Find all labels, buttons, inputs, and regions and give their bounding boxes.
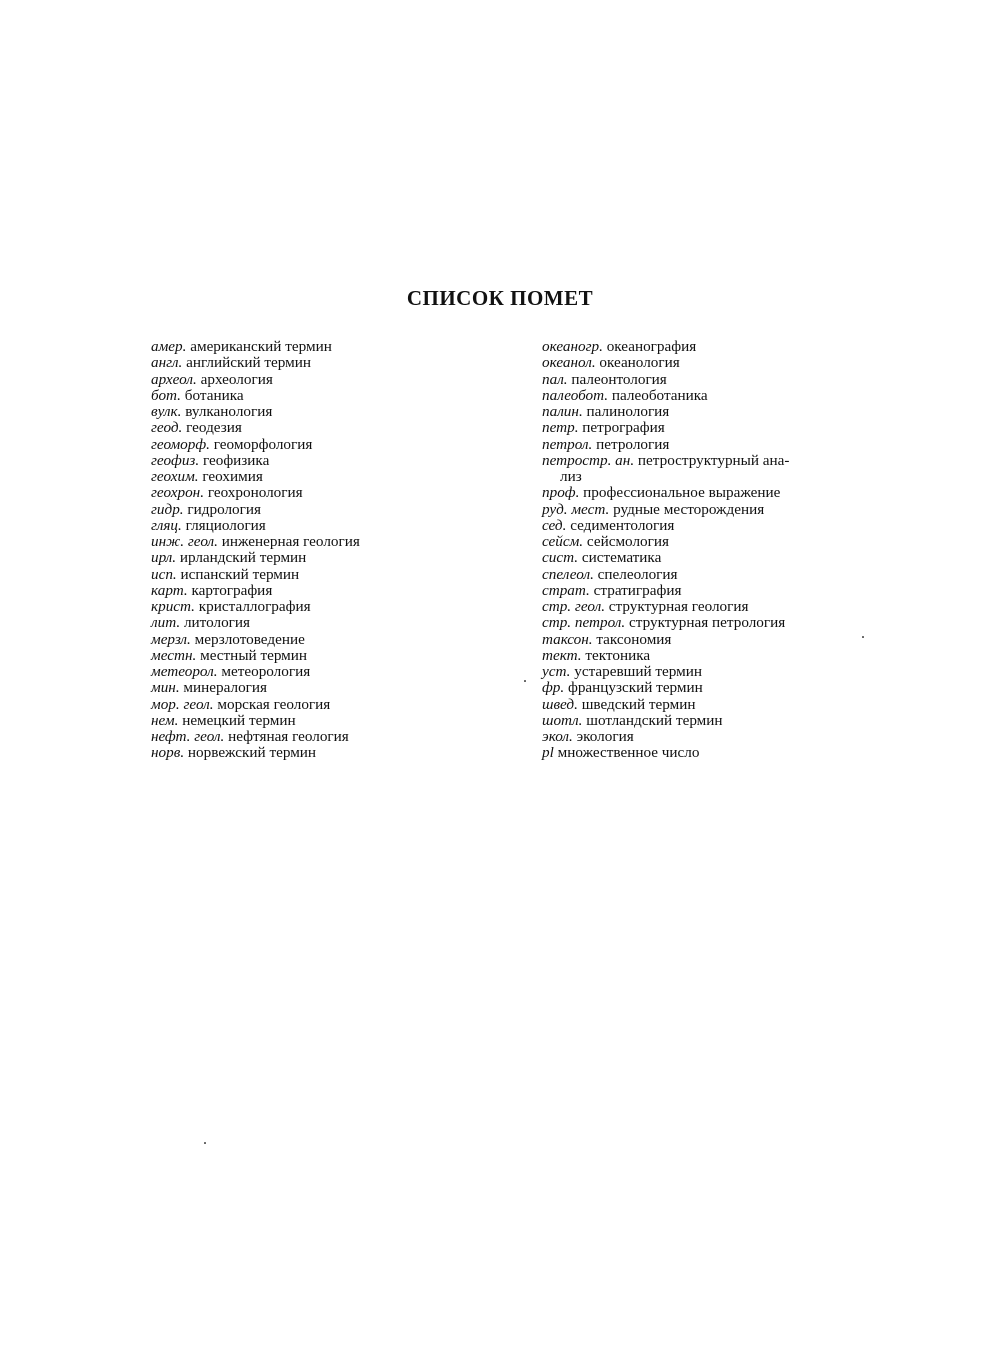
abbreviation-definition: спелеология [597,565,678,583]
abbreviation-definition: палеоботаника [611,386,708,404]
abbreviation-term: спелеол. [542,565,594,583]
abbreviation-definition: стратиграфия [593,581,682,599]
abbreviation-definition: английский термин [186,354,312,372]
abbreviation-entry [151,697,360,713]
abbreviation-definition: петрография [582,419,665,437]
abbreviation-definition: французский термин [567,679,703,697]
abbreviation-term: геофиз. [151,451,200,469]
abbreviation-definition: немецкий термин [182,711,296,729]
abbreviation-term: палеобот. [542,386,609,404]
abbreviation-entry [542,485,789,501]
abbreviation-entry [542,697,789,713]
abbreviation-entry [542,680,789,696]
abbreviation-entry [542,745,789,761]
abbreviation-entry [542,339,789,355]
abbreviation-term: мерзл. [151,630,191,648]
abbreviation-term: петрол. [542,435,593,453]
abbreviation-term: исп. [151,565,177,583]
page-title: СПИСОК ПОМЕТ [406,286,594,310]
scan-speck [862,636,864,638]
abbreviation-definition: сейсмология [586,533,669,550]
abbreviation-definition: минералогия [183,679,268,697]
abbreviation-definition: испанский термин [180,565,300,583]
abbreviation-entry [542,453,789,486]
abbreviation-definition: морская геология [217,695,331,713]
abbreviation-entry [542,599,789,615]
abbreviation-definition: геоморфология [213,435,313,453]
abbreviation-definition: океанография [606,338,697,355]
abbreviation-definition: тектоника [585,646,651,664]
abbreviation-definition: мерзлотоведение [194,630,305,648]
abbreviation-entry [542,420,789,436]
abbreviation-definition: ботаника [184,386,244,404]
abbreviation-term: карт. [151,581,188,599]
abbreviation-term: петр. [542,419,579,437]
abbreviation-entry [542,632,789,648]
abbreviation-entry [151,339,360,355]
abbreviation-definition: картография [191,581,273,599]
abbreviation-term: геохрон. [151,484,205,502]
abbreviation-entry [542,567,789,583]
abbreviation-entry [151,355,360,371]
abbreviation-entry [151,485,360,501]
abbreviation-term: экол. [542,728,573,745]
abbreviation-definition: множественное число [557,744,700,762]
abbreviation-entry [151,632,360,648]
abbreviation-term: стр. геол. [542,598,605,615]
abbreviation-definition-continuation: лиз [560,468,582,485]
abbreviation-definition: экология [576,728,634,745]
abbreviation-entry [542,664,789,680]
abbreviation-definition: нефтяная геология [228,728,349,745]
abbreviation-term: геод. [151,419,183,437]
abbreviation-term: норв. [151,744,185,762]
abbreviation-term: лит. [151,614,181,632]
abbreviation-entry [151,502,360,518]
abbreviation-definition: шотландский термин [586,711,723,729]
abbreviation-entry [151,583,360,599]
abbreviation-entry [151,567,360,583]
abbreviation-definition: палеонтология [571,370,667,388]
abbreviation-term: палин. [542,403,583,420]
abbreviation-term: ирл. [151,549,177,567]
abbreviation-term: нем. [151,711,179,729]
abbreviation-term: англ. [151,354,183,372]
abbreviation-entry [151,420,360,436]
abbreviation-term: проф. [542,484,580,502]
abbreviation-definition: археология [200,370,273,388]
abbreviation-entry [151,404,360,420]
abbreviation-term: швед. [542,695,578,713]
abbreviation-definition: гидрология [187,500,261,518]
abbreviation-definition: структурная петрология [629,614,786,632]
abbreviation-entry [151,648,360,664]
abbreviation-entry [542,502,789,518]
abbreviation-list-left [151,339,360,762]
abbreviation-definition: инженерная геология [221,533,360,550]
abbreviation-entry [151,680,360,696]
abbreviation-entry [542,404,789,420]
abbreviation-entry [151,550,360,566]
abbreviation-entry [151,372,360,388]
abbreviation-definition: таксономия [596,630,672,648]
abbreviation-entry [542,372,789,388]
abbreviation-definition: геофизика [202,451,270,469]
abbreviation-entry [151,713,360,729]
abbreviation-entry [151,453,360,469]
abbreviation-definition: ирландский термин [179,549,307,567]
abbreviation-term: руд. мест. [542,500,610,518]
abbreviation-term: стр. петрол. [542,614,626,632]
abbreviation-entry [151,615,360,631]
abbreviation-term: геохим. [151,468,199,485]
abbreviation-definition: гляциология [185,516,266,534]
abbreviation-entry [542,437,789,453]
abbreviation-term: pl [542,744,554,762]
abbreviation-entry [151,729,360,745]
abbreviation-entry [542,729,789,745]
abbreviation-entry [151,518,360,534]
abbreviation-entry [542,648,789,664]
abbreviation-term: археол. [151,370,197,388]
abbreviation-term: гляц. [151,516,182,534]
abbreviation-definition: вулканология [185,403,273,420]
abbreviation-definition: седиментология [570,516,675,534]
scan-speck [204,1142,206,1144]
abbreviation-definition: океанология [599,354,680,372]
abbreviation-term: геоморф. [151,435,210,453]
abbreviation-entry [542,713,789,729]
abbreviation-entry [542,355,789,371]
abbreviation-entry [542,534,789,550]
abbreviation-term: местн. [151,646,197,664]
abbreviation-entry [151,437,360,453]
abbreviation-entry [151,469,360,485]
abbreviation-term: фр. [542,679,565,697]
abbreviation-term: пал. [542,370,568,388]
abbreviation-term: океанол. [542,354,596,372]
abbreviation-definition: норвежский термин [187,744,317,762]
abbreviation-term: бот. [151,386,181,404]
abbreviation-term: инж. геол. [151,533,218,550]
abbreviation-term: океаногр. [542,338,603,355]
abbreviation-entry [542,518,789,534]
abbreviation-definition: рудные месторождения [613,500,765,518]
abbreviation-definition: американский термин [190,338,332,355]
abbreviation-definition: кристаллография [198,598,311,615]
abbreviation-definition: литология [183,614,251,632]
abbreviation-definition: метеорология [221,663,311,680]
abbreviation-entry [151,599,360,615]
abbreviation-term: уст. [542,663,571,680]
abbreviation-entry [151,745,360,761]
abbreviation-term: петростр. ан. [542,451,635,469]
abbreviation-definition: местный термин [200,646,308,664]
abbreviation-definition: систематика [581,549,662,567]
abbreviation-definition: петроструктурный ана- [637,451,790,469]
abbreviation-definition: устаревший термин [574,663,702,680]
abbreviation-definition: геохимия [202,468,263,485]
abbreviation-definition: геохронология [207,484,303,502]
abbreviation-term: амер. [151,338,187,355]
abbreviation-entry [542,388,789,404]
abbreviation-term: сейсм. [542,533,584,550]
abbreviation-definition: структурная геология [608,598,749,615]
abbreviation-term: крист. [151,598,195,615]
abbreviation-entry [151,534,360,550]
abbreviation-definition: геодезия [186,419,242,437]
abbreviation-term: сист. [542,549,579,567]
abbreviation-list-right [542,339,789,762]
abbreviation-term: нефт. геол. [151,728,225,745]
abbreviation-entry [542,615,789,631]
abbreviation-entry [542,583,789,599]
abbreviation-term: шотл. [542,711,583,729]
abbreviation-definition: палинология [586,403,670,420]
abbreviation-entry [151,664,360,680]
abbreviation-term: сед. [542,516,567,534]
abbreviation-definition: петрология [596,435,670,453]
abbreviation-definition: шведский термин [581,695,696,713]
scan-speck [524,680,526,682]
abbreviation-entry [151,388,360,404]
abbreviation-entry [542,550,789,566]
abbreviation-term: мин. [151,679,180,697]
abbreviation-term: гидр. [151,500,184,518]
abbreviation-term: мор. геол. [151,695,214,713]
abbreviation-term: метеорол. [151,663,218,680]
abbreviation-term: тект. [542,646,582,664]
abbreviation-term: страт. [542,581,590,599]
abbreviation-definition: профессиональное выражение [583,484,781,502]
abbreviation-term: таксон. [542,630,593,648]
abbreviation-term: вулк. [151,403,182,420]
